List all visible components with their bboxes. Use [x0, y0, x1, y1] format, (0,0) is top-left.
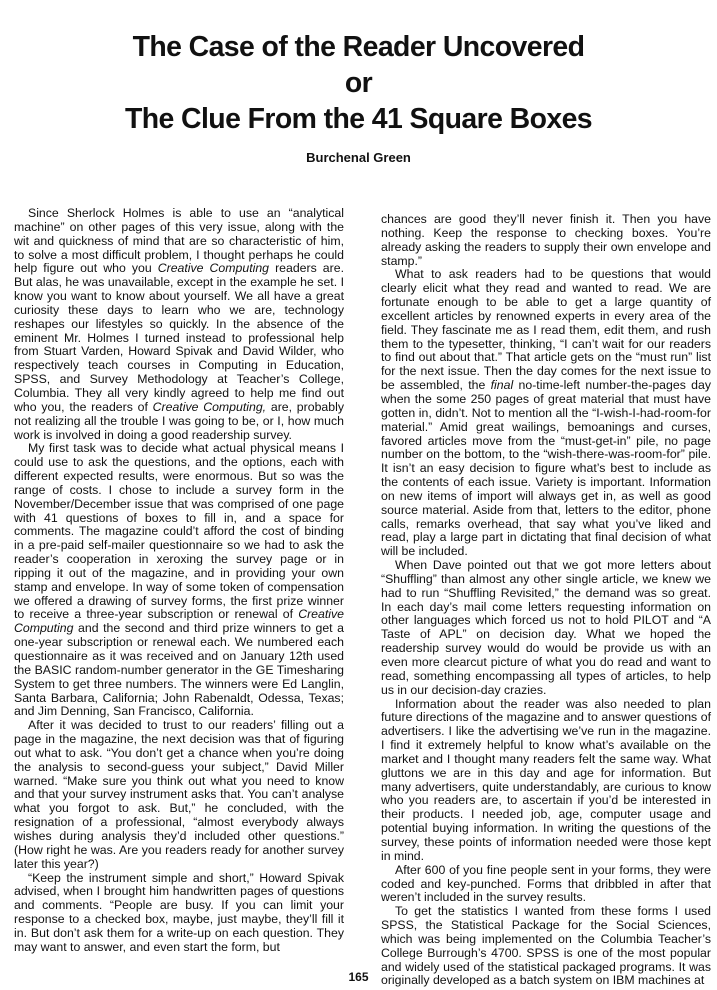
body-paragraph [381, 698, 711, 864]
body-paragraph [381, 559, 711, 697]
body-paragraph [14, 207, 344, 442]
italic-text: Creative Computing [14, 607, 344, 636]
article-title-line-1: The Case of the Reader Uncovered [132, 31, 585, 64]
paragraph-text: Information about the reader was also needed to plan future directions of the magazine and to answer questions of advertisers. I like the advertising we’ve run in the magazine. I find it extremely helpful to know what’s available on the market and I thought many readers felt the same way. What gluttons we are in this day and age for information. But many advertisers, quite understandably, are curious to know who you readers are, to ascertain if you’d be interested in their products. I needed job, age, computer usage and potential buying information. In writing the questions of the survey, these points of information needed were those kept in mind. [381, 696, 711, 863]
article-title-line-2: or [344, 67, 373, 100]
paragraph-text: When Dave pointed out that we got more letters about “Shuffling” than almost any other single article, we knew we had to run “Shuffling Revisited,” the demand was so great. In each day’s mail come letters requesting information on other languages which forced us not to hold PILOT and “A Taste of APL” on decision day. What we hoped the readership survey would do would be provide us with an even more clearcut picture of what you do read and want to read, something encompassing all types of articles, to help us in our decision-day crazies. [381, 558, 711, 697]
paragraph-text: After 600 of you fine people sent in your forms, they were coded and key-punched. Forms that dribbled in after that weren’t included in the survey results. [381, 862, 711, 905]
author-byline: Burchenal Green [306, 150, 411, 165]
paragraph-text: What to ask readers had to be questions that would clearly elicit what they read and wanted to read. We are fortunate enough to be able to get a large quantity of excellent articles by renowned experts in every area of the field. They fascinate me as I read them, edit them, and rush them to the typesetter, thinking, “I can’t wait for our readers to find out about that.” That article gets on the “must run” list for the next issue. Then the day comes for the next issue to be assembled, the [381, 267, 711, 393]
body-paragraph [381, 864, 711, 906]
body-paragraph [381, 213, 711, 268]
body-paragraph [14, 719, 344, 871]
italic-text: final [490, 378, 514, 393]
paragraph-text: readers are. But alas, he was unavailable, except in the example he set. I know you want to know about yourself. We all have a great curiosity these days to learn who we are, technology reshapes our lifestyles so quickly. In the absence of the eminent Mr. Holmes I turned instead to professional help from Stuart Varden, Howard Spivak and David Wilder, who respectively teach courses in Computing in Education, SPSS, and Survey Methodology at Teacher’s College, Columbia. They all very kindly agreed to help me find out who you, the readers of [14, 261, 345, 414]
paragraph-text: To get the statistics I wanted from these forms I used SPSS, the Statistical Package for the Social Sciences, which was being implemented on the Columbia Teacher’s College Burrough’s 4700. SPSS is one of the most popular and widely used of the statistical packaged programs. It was originally developed as a batch system on IBM machines at [381, 904, 711, 988]
paragraph-text: no-time-left number-the-pages day when the some 250 pages of great material that must have gotten in, didn’t. Not to mention all the “I-wish-I-had-room-for material.” Amid great wailings, bemoanings and curses, favored articles move from the “must-get-in” pile, no page number on the bottom, to the “wish-there-was-room-for” pile. It isn’t an easy decision to figure what’s best to include as the contents of each issue. Variety is important. Information on new items of import will always get in, as well as good source material. Aside from that, letters to the editor, phone calls, remarks overhead, that say what you’ve liked and read, play a large part in dictating that final decision of what will be included. [381, 378, 711, 559]
article-title-line-3: The Clue From the 41 Square Boxes [124, 103, 593, 136]
body-paragraph [14, 442, 344, 719]
italic-text: Creative Computing [157, 261, 270, 276]
left-column [14, 207, 344, 955]
paragraph-text: “Keep the instrument simple and short,” Howard Spivak advised, when I brought him handwritten pages of questions and comments. “People are busy. If you can limit your response to a checked box, maybe, just maybe, they’ll fill it in. But don’t ask them for a write-up on each question. They may want to answer, and even start the form, but [14, 870, 344, 954]
paragraph-text: After it was decided to trust to our readers’ filling out a page in the magazine, the next decision was that of figuring out what to ask. “You don’t get a chance when you’re doing the analysis to second-guess your subject,” David Miller warned. “Make sure you think out what you need to know and that your survey instrument asks that. You can’t analyse what you forgot to ask. But,” he concluded, with the resignation of a professional, “almost everybody always wishes during analysis they’d included other questions.” (How right he was. Are you readers ready for another survey later this year?) [14, 718, 344, 871]
paragraph-text: My first task was to decide what actual physical means I could use to ask the questions, and the options, each with different expected results, were enormous. But so was the range of costs. I chose to include a survey form in the November/December issue that was comprised of one page with 41 questions of boxes to fill in, and a space for comments. The magazine could’t afford the cost of binding in a pre-paid self-mailer questionnaire so we had to ask the reader’s cooperation in xeroxing the survey page or in ripping it out of the magazine, and in providing your own stamp and envelope. In way of some token of compensation we offered a drawing of survey forms, the first prize winner to receive a three-year subscription or renewal of [14, 441, 344, 622]
right-column [381, 213, 711, 988]
paragraph-text: Since Sherlock Holmes is able to use an “analytical machine” on other pages of this very issue, along with the wit and quickness of mind that are so characteristic of him, to solve a most difficult problem, I thought perhaps he could help figure out who you [14, 206, 344, 276]
paragraph-text: chances are good they’ll never finish it. Then you have nothing. Keep the response to checking boxes. You’re already asking the readers to supply their own envelope and stamp.” [381, 212, 711, 268]
paragraph-text: are, probably not realizing all the trouble I was going to be, or I, how much work is involved in doing a good readership survey. [14, 399, 344, 442]
body-paragraph [381, 268, 711, 559]
body-paragraph [14, 872, 344, 955]
page-number: 165 [348, 970, 369, 984]
paragraph-text: and the second and third prize winners to get a one-year subscription or renewal each. We numbered each questionnaire as it was received and on January 12th used the BASIC random-number generator in the GE Timesharing System to get three numbers. The winners were Ed Langlin, Santa Barbara, California; John Rabenaldt, Odessa, Texas; and Jim Denning, San Francisco, California. [14, 621, 344, 719]
italic-text: Creative Computing, [152, 399, 267, 414]
